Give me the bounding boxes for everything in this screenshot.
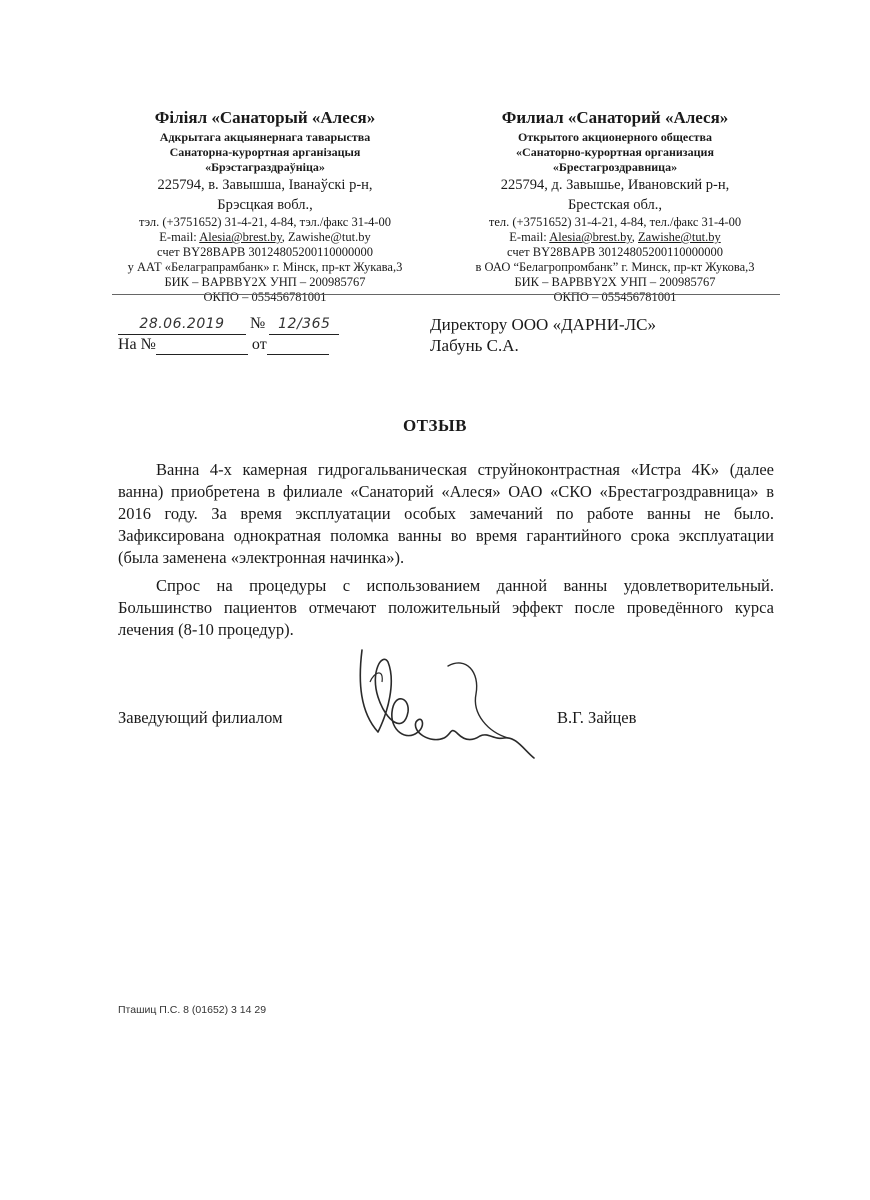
outgoing-date: 28.06.2019: [118, 315, 246, 335]
okpo-line: ОКПО – 055456781001: [553, 290, 677, 304]
executor-footer: Пташиц П.С. 8 (01652) 3 14 29: [118, 1004, 267, 1016]
incoming-ref-line: [118, 335, 339, 356]
org-line-1: Открытого акционерного общества: [517, 130, 713, 144]
email-line: [455, 230, 775, 245]
email-link-1[interactable]: Alesia@brest.by: [199, 230, 282, 244]
handwritten-signature: [348, 642, 548, 762]
bank-line: в ОАО “Белагропромбанк” г. Минск, пр-кт Жукова,3: [475, 260, 755, 274]
org-line-2: Санаторна-курортная арганізацыя: [169, 145, 361, 159]
email-separator: ,: [631, 230, 639, 244]
address-line-2: Брэсцкая вобл.,: [217, 197, 313, 213]
org-name-ru: Филиал «Санаторий «Алеся»: [501, 108, 729, 127]
addressee: [430, 314, 656, 356]
address-line-2: Брестская обл.,: [567, 197, 663, 213]
letterhead-right: [455, 108, 775, 305]
addressee-line-1: Директору ООО «ДАРНИ-ЛС»: [430, 315, 656, 334]
incoming-date-blank: [267, 335, 329, 355]
reference-block: [118, 314, 339, 356]
document-title: ОТЗЫВ: [402, 416, 468, 435]
phone-line: тел. (+3751652) 31-4-21, 4-84, тел./факс 31-4-00: [488, 215, 742, 229]
document-body: [118, 459, 774, 647]
incoming-no-label: На №: [118, 336, 156, 353]
bik-line: БИК – BAPBBY2X УНП – 200985767: [164, 275, 366, 289]
account-line: счет BY28BAPB 30124805200110000000: [507, 245, 723, 259]
email-separator: ,: [281, 230, 289, 244]
outgoing-number: 12/365: [269, 315, 339, 335]
body-paragraph-2: Спрос на процедуры с использованием данной ванны удовлетворительный. Большинство пациентов отмечают положительный эффект после проведённого курса лечения (8-10 процедур).: [118, 576, 774, 639]
email-link-2[interactable]: Zawishe@tut.by: [288, 230, 371, 244]
phone-line: тэл. (+3751652) 31-4-21, 4-84, тэл./факс 31-4-00: [138, 215, 392, 229]
incoming-from-label: от: [251, 336, 267, 353]
email-label: E-mail:: [509, 230, 550, 244]
address-line-1: 225794, в. Завышша, Іванаўскі р-н,: [157, 177, 373, 193]
outgoing-ref-line: [118, 314, 339, 335]
email-label: E-mail:: [159, 230, 200, 244]
email-link-1[interactable]: Alesia@brest.by: [549, 230, 632, 244]
bank-line: у ААТ «Белаграпрамбанк» г. Мінск, пр-кт Жукава,3: [127, 260, 403, 274]
account-line: счет BY28BAPB 30124805200110000000: [157, 245, 373, 259]
bik-line: БИК – BAPBBY2X УНП – 200985767: [514, 275, 716, 289]
addressee-line-2: Лабунь С.А.: [430, 336, 519, 355]
org-line-1: Адкрытага акцыянернага таварыства: [159, 130, 371, 144]
outgoing-no-label: №: [250, 315, 266, 332]
email-line: [110, 230, 420, 245]
email-link-2[interactable]: Zawishe@tut.by: [638, 230, 721, 244]
letterhead-divider: [112, 294, 780, 295]
org-name-be: Філіял «Санаторый «Алеся»: [154, 108, 376, 127]
letterhead-left: [110, 108, 420, 305]
org-line-3: «Брэстаграздраўніца»: [205, 160, 325, 174]
signatory-position: Заведующий филиалом: [118, 708, 283, 727]
org-line-2: «Санаторно-курортная организация: [516, 145, 714, 159]
address-line-1: 225794, д. Завышье, Ивановский р-н,: [500, 177, 730, 193]
signatory-name: В.Г. Зайцев: [557, 708, 637, 727]
org-line-3: «Брестагроздравница»: [552, 160, 678, 174]
incoming-number-blank: [156, 335, 248, 355]
okpo-line: ОКПО – 055456781001: [203, 290, 327, 304]
body-paragraph-1: Ванна 4-х камерная гидрогальваническая струйноконтрастная «Истра 4К» (далее ванна) приобретена в филиале «Санаторий «Алеся» ОАО «СКО «Брестагроздравница» в 2016 году. За время эксплуатации особых замечаний по работе ванны не было. Зафиксирована однократная поломка ванны во время гарантийного срока эксплуатации (была заменена «электронная начинка»).: [118, 460, 774, 567]
